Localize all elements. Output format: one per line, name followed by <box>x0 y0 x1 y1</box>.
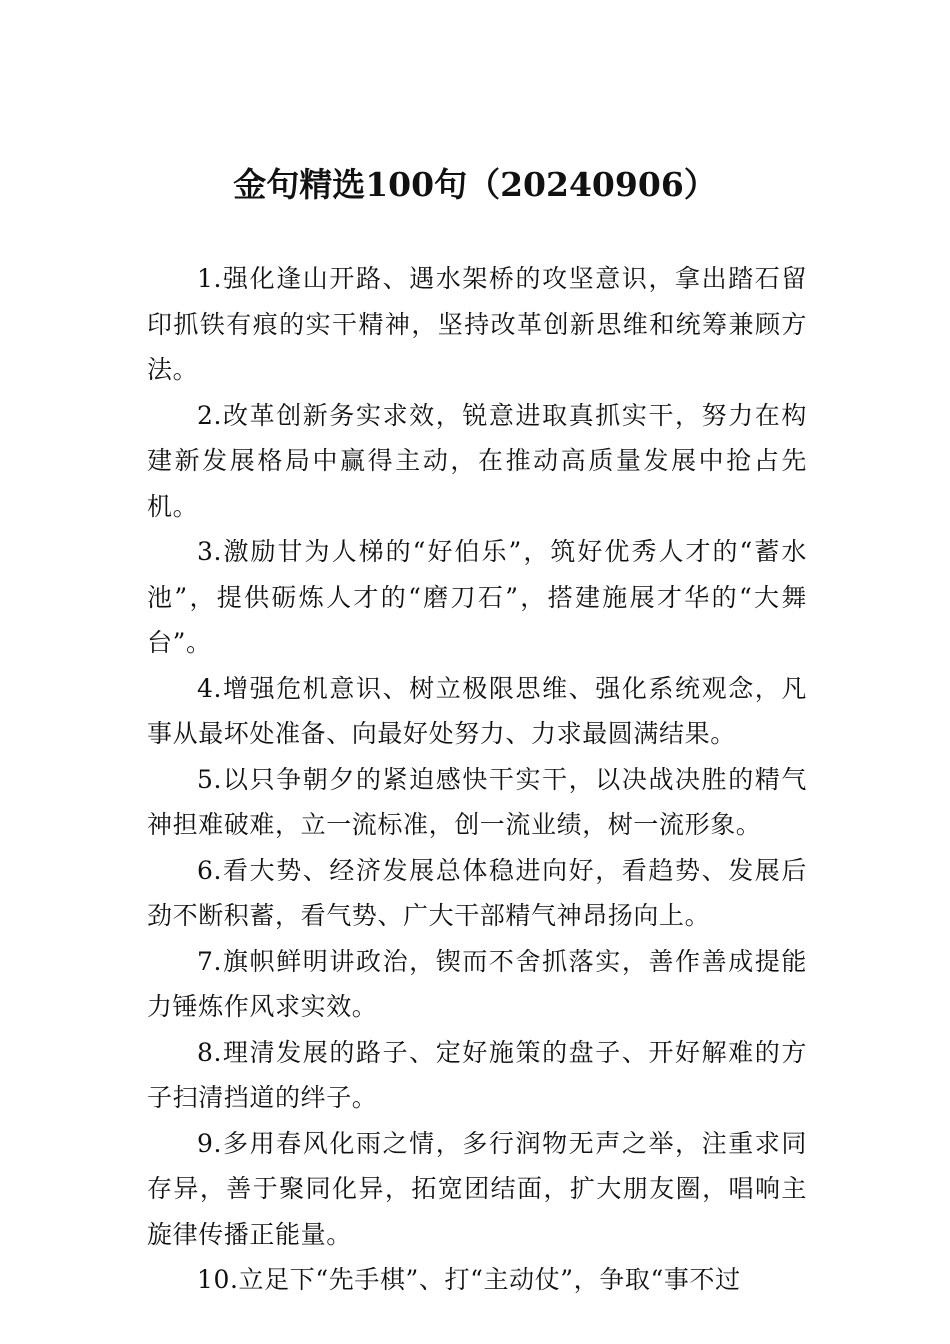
paragraph-9: 9.多用春风化雨之情，多行润物无声之举，注重求同存异，善于聚同化异，拓宽团结面，扩大朋友圈，唱响主旋律传播正能量。 <box>147 1128 807 1249</box>
document-body <box>147 256 807 1303</box>
paragraph-6: 6.看大势、经济发展总体稳进向好，看趋势、发展后劲不断积蓄，看气势、广大干部精气神昂扬向上。 <box>147 855 807 930</box>
paragraph-3: 3.激励甘为人梯的“好伯乐”，筑好优秀人才的“蓄水池”，提供砺炼人才的“磨刀石”，搭建施展才华的“大舞台”。 <box>147 537 807 657</box>
document-title: 金句精选100句（20240906） <box>233 165 717 204</box>
paragraph-4: 4.增强危机意识、树立极限思维、强化系统观念，凡事从最坏处准备、向最好处努力、力求最圆满结果。 <box>147 673 807 748</box>
paragraph-5: 5.以只争朝夕的紧迫感快干实干，以决战决胜的精气神担难破难，立一流标准，创一流业绩，树一流形象。 <box>147 764 807 839</box>
paragraph-2: 2.改革创新务实求效，锐意进取真抓实干，努力在构建新发展格局中赢得主动，在推动高质量发展中抢占先机。 <box>147 400 807 521</box>
paragraph-7: 7.旗帜鲜明讲政治，锲而不舍抓落实，善作善成提能力锤炼作风求实效。 <box>147 946 807 1021</box>
paragraph-10: 10.立足下“先手棋”、打“主动仗”，争取“事不过 <box>197 1265 741 1294</box>
paragraph-1: 1.强化逢山开路、遇水架桥的攻坚意识，拿出踏石留印抓铁有痕的实干精神，坚持改革创新思维和统筹兼顾方法。 <box>147 264 807 384</box>
paragraph-8: 8.理清发展的路子、定好施策的盘子、开好解难的方子扫清挡道的绊子。 <box>147 1037 807 1112</box>
